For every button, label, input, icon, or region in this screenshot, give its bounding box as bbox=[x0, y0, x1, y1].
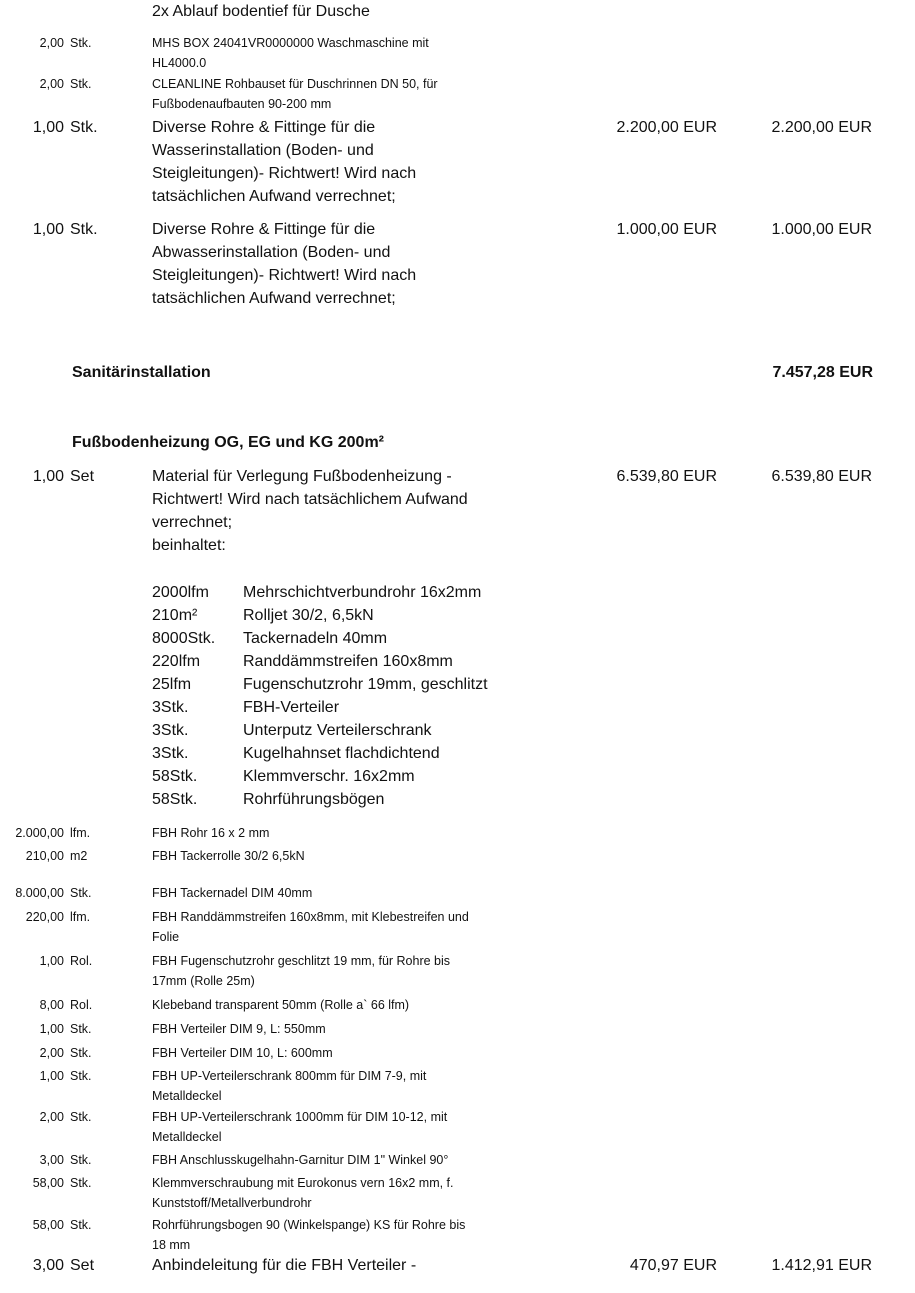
item-qty-unit: Stk. bbox=[70, 1022, 92, 1036]
item-qty-unit: Stk. bbox=[70, 1218, 92, 1232]
included-item-text: Rohrführungsbögen bbox=[243, 791, 385, 808]
item-description bbox=[152, 951, 590, 991]
item-total-price: 1.000,00 EUR bbox=[771, 221, 872, 238]
section-subtotal-row bbox=[72, 361, 873, 384]
item-description bbox=[152, 1215, 590, 1255]
item-qty-number: 2,00 bbox=[39, 1046, 64, 1060]
item-description bbox=[152, 907, 590, 947]
item-qty-unit: Stk. bbox=[70, 886, 92, 900]
item-description-line: MHS BOX 24041VR0000000 Waschmaschine mit bbox=[152, 36, 429, 50]
item-qty-unit: Stk. bbox=[70, 1069, 92, 1083]
item-qty-unit: lfm. bbox=[70, 910, 91, 924]
item-qty-number: 1,00 bbox=[39, 1069, 64, 1083]
line-item bbox=[0, 33, 872, 73]
included-item-qty: 3Stk. bbox=[152, 699, 189, 716]
item-description-line: Fußbodenaufbauten 90-200 mm bbox=[152, 97, 332, 111]
item-qty-number: 210,00 bbox=[25, 849, 64, 863]
item-description bbox=[152, 846, 590, 866]
included-item-text: Randdämmstreifen 160x8mm bbox=[243, 653, 453, 670]
line-item bbox=[0, 1019, 872, 1039]
item-description bbox=[152, 116, 590, 208]
line-item bbox=[0, 1043, 872, 1063]
item-description-line: Diverse Rohre & Fittinge für die bbox=[152, 119, 376, 136]
line-item bbox=[0, 1107, 872, 1147]
item-qty-unit: Stk. bbox=[70, 119, 98, 136]
item-description-line: Steigleitungen)- Richtwert! Wird nach bbox=[152, 267, 417, 284]
included-item-qty: 58Stk. bbox=[152, 791, 198, 808]
item-description-line: 18 mm bbox=[152, 1238, 191, 1252]
item-description bbox=[152, 465, 590, 557]
section-heading: Fußbodenheizung OG, EG und KG 200m² bbox=[72, 434, 384, 451]
item-description bbox=[152, 1019, 590, 1039]
line-item bbox=[0, 218, 872, 310]
line-item bbox=[0, 907, 872, 947]
included-item bbox=[152, 788, 488, 811]
item-description-line: Wasserinstallation (Boden- und bbox=[152, 142, 374, 159]
item-description-line: FBH Randdämmstreifen 160x8mm, mit Klebestreifen und bbox=[152, 910, 469, 924]
line-item bbox=[0, 1215, 872, 1255]
line-item bbox=[0, 883, 872, 903]
item-description-line: 17mm (Rolle 25m) bbox=[152, 974, 255, 988]
included-item-qty: 3Stk. bbox=[152, 745, 189, 762]
line-item bbox=[0, 1173, 872, 1213]
item-qty-number: 2.000,00 bbox=[15, 826, 64, 840]
included-item bbox=[152, 650, 488, 673]
item-description-line: Klemmverschraubung mit Eurokonus vern 16x2 mm, f. bbox=[152, 1176, 454, 1190]
item-qty-number: 1,00 bbox=[39, 954, 64, 968]
line-item bbox=[0, 74, 872, 114]
included-item bbox=[152, 696, 488, 719]
included-item-text: Rolljet 30/2, 6,5kN bbox=[243, 607, 374, 624]
item-description-line: Material für Verlegung Fußbodenheizung - bbox=[152, 468, 452, 485]
item-description-line: Diverse Rohre & Fittinge für die bbox=[152, 221, 376, 238]
included-item bbox=[152, 604, 488, 627]
item-description-line: FBH Verteiler DIM 9, L: 550mm bbox=[152, 1022, 326, 1036]
item-qty-unit: Stk. bbox=[70, 1046, 92, 1060]
line-item bbox=[0, 465, 872, 557]
item-qty-unit: lfm. bbox=[70, 826, 91, 840]
item-qty-number: 220,00 bbox=[25, 910, 64, 924]
item-description-line: Steigleitungen)- Richtwert! Wird nach bbox=[152, 165, 417, 182]
item-qty-number: 2,00 bbox=[39, 36, 64, 50]
item-description bbox=[152, 1107, 590, 1147]
item-qty-unit: Set bbox=[70, 468, 95, 485]
item-qty-unit: Stk. bbox=[70, 36, 92, 50]
included-item-qty: 210m² bbox=[152, 607, 198, 624]
included-item-text: Fugenschutzrohr 19mm, geschlitzt bbox=[243, 676, 488, 693]
item-description bbox=[152, 883, 590, 903]
item-description bbox=[152, 1150, 590, 1170]
item-qty-number: 8,00 bbox=[39, 998, 64, 1012]
line-item bbox=[0, 1254, 872, 1277]
item-description bbox=[152, 995, 590, 1015]
included-item-text: Klemmverschr. 16x2mm bbox=[243, 768, 415, 785]
item-description bbox=[152, 1043, 590, 1063]
item-description-line: FBH Fugenschutzrohr geschlitzt 19 mm, für Rohre bis bbox=[152, 954, 451, 968]
included-item-text: Tackernadeln 40mm bbox=[243, 630, 388, 647]
included-item bbox=[152, 673, 488, 696]
item-qty-number: 1,00 bbox=[32, 468, 64, 485]
item-qty-unit: m2 bbox=[70, 849, 88, 863]
included-item bbox=[152, 742, 488, 765]
item-qty-number: 58,00 bbox=[32, 1218, 64, 1232]
item-qty-unit: Stk. bbox=[70, 77, 92, 91]
included-item-text: Mehrschichtverbundrohr 16x2mm bbox=[243, 584, 482, 601]
item-description bbox=[152, 1066, 590, 1106]
item-qty-unit: Stk. bbox=[70, 221, 98, 238]
included-materials-list bbox=[152, 581, 488, 811]
item-description-line: tatsächlichen Aufwand verrechnet; bbox=[152, 290, 396, 307]
item-unit-price: 1.000,00 EUR bbox=[616, 221, 717, 238]
included-item bbox=[152, 765, 488, 788]
included-item-qty: 220lfm bbox=[152, 653, 201, 670]
item-qty-number: 1,00 bbox=[32, 221, 64, 238]
item-total-price: 2.200,00 EUR bbox=[771, 119, 872, 136]
section-subtotal-label: Sanitärinstallation bbox=[72, 364, 211, 381]
line-item bbox=[0, 995, 872, 1015]
item-description-line: CLEANLINE Rohbauset für Duschrinnen DN 50, für bbox=[152, 77, 438, 91]
item-description-line: FBH UP-Verteilerschrank 800mm für DIM 7-9, mit bbox=[152, 1069, 427, 1083]
item-description-line: FBH Tackernadel DIM 40mm bbox=[152, 886, 313, 900]
line-item bbox=[0, 823, 872, 843]
included-item-qty: 58Stk. bbox=[152, 768, 198, 785]
item-description-line: FBH Tackerrolle 30/2 6,5kN bbox=[152, 849, 305, 863]
item-description-line: tatsächlichen Aufwand verrechnet; bbox=[152, 188, 396, 205]
item-qty-number: 8.000,00 bbox=[15, 886, 64, 900]
item-description bbox=[152, 33, 590, 73]
included-item-qty: 8000Stk. bbox=[152, 630, 216, 647]
item-description-line: FBH Verteiler DIM 10, L: 600mm bbox=[152, 1046, 333, 1060]
item-description-line: FBH Rohr 16 x 2 mm bbox=[152, 826, 270, 840]
included-item-text: Kugelhahnset flachdichtend bbox=[243, 745, 440, 762]
item-description bbox=[152, 1254, 590, 1277]
item-description-line: Metalldeckel bbox=[152, 1130, 222, 1144]
item-description-line: Rohrführungsbogen 90 (Winkelspange) KS für Rohre bis bbox=[152, 1218, 466, 1232]
item-description-line: Folie bbox=[152, 930, 180, 944]
item-description-line: Metalldeckel bbox=[152, 1089, 222, 1103]
included-item-text: Unterputz Verteilerschrank bbox=[243, 722, 432, 739]
item-qty-number: 1,00 bbox=[39, 1022, 64, 1036]
included-item bbox=[152, 719, 488, 742]
item-qty-number: 3,00 bbox=[39, 1153, 64, 1167]
item-description-line: FBH Anschlusskugelhahn-Garnitur DIM 1" Winkel 90° bbox=[152, 1153, 449, 1167]
item-description bbox=[152, 218, 590, 310]
item-unit-price: 2.200,00 EUR bbox=[616, 119, 717, 136]
item-qty-unit: Set bbox=[70, 1257, 95, 1274]
item-qty-unit: Rol. bbox=[70, 998, 93, 1012]
line-item bbox=[0, 1066, 872, 1106]
item-description-line: Abwasserinstallation (Boden- und bbox=[152, 244, 391, 261]
item-description-line: beinhaltet: bbox=[152, 537, 226, 554]
item-description-line: HL4000.0 bbox=[152, 56, 207, 70]
included-item-qty: 2000lfm bbox=[152, 584, 209, 601]
item-total-price: 1.412,91 EUR bbox=[771, 1257, 872, 1274]
item-qty-unit: Stk. bbox=[70, 1176, 92, 1190]
item-description-line: Klebeband transparent 50mm (Rolle a` 66 lfm) bbox=[152, 998, 410, 1012]
item-qty-number: 1,00 bbox=[32, 119, 64, 136]
item-description-line: verrechnet; bbox=[152, 514, 233, 531]
included-item-qty: 25lfm bbox=[152, 676, 192, 693]
included-item bbox=[152, 627, 488, 650]
line-item bbox=[0, 116, 872, 208]
included-item bbox=[152, 581, 488, 604]
item-qty-unit: Stk. bbox=[70, 1110, 92, 1124]
item-unit-price: 470,97 EUR bbox=[629, 1257, 717, 1274]
item-qty-unit: Stk. bbox=[70, 1153, 92, 1167]
item-description-line: Anbindeleitung für die FBH Verteiler - bbox=[152, 1257, 417, 1274]
item-qty-number: 3,00 bbox=[32, 1257, 64, 1274]
item-description-line: FBH UP-Verteilerschrank 1000mm für DIM 10-12, mit bbox=[152, 1110, 448, 1124]
item-qty-unit: Rol. bbox=[70, 954, 93, 968]
section-subtotal-amount: 7.457,28 EUR bbox=[772, 364, 873, 381]
item-description-line: Richtwert! Wird nach tatsächlichem Aufwand bbox=[152, 491, 468, 508]
item-qty-number: 2,00 bbox=[39, 77, 64, 91]
item-total-price: 6.539,80 EUR bbox=[771, 468, 872, 485]
item-qty-number: 2,00 bbox=[39, 1110, 64, 1124]
included-item-qty: 3Stk. bbox=[152, 722, 189, 739]
line-item bbox=[0, 846, 872, 866]
item-description bbox=[152, 74, 590, 114]
line-item bbox=[0, 951, 872, 991]
item-description bbox=[152, 823, 590, 843]
item-qty-number: 58,00 bbox=[32, 1176, 64, 1190]
included-item-text: FBH-Verteiler bbox=[243, 699, 340, 716]
item-unit-price: 6.539,80 EUR bbox=[616, 468, 717, 485]
item-note-line: 2x Ablauf bodentief für Dusche bbox=[152, 3, 370, 20]
line-item bbox=[0, 1150, 872, 1170]
item-description bbox=[152, 1173, 590, 1213]
item-description-line: Kunststoff/Metallverbundrohr bbox=[152, 1196, 312, 1210]
